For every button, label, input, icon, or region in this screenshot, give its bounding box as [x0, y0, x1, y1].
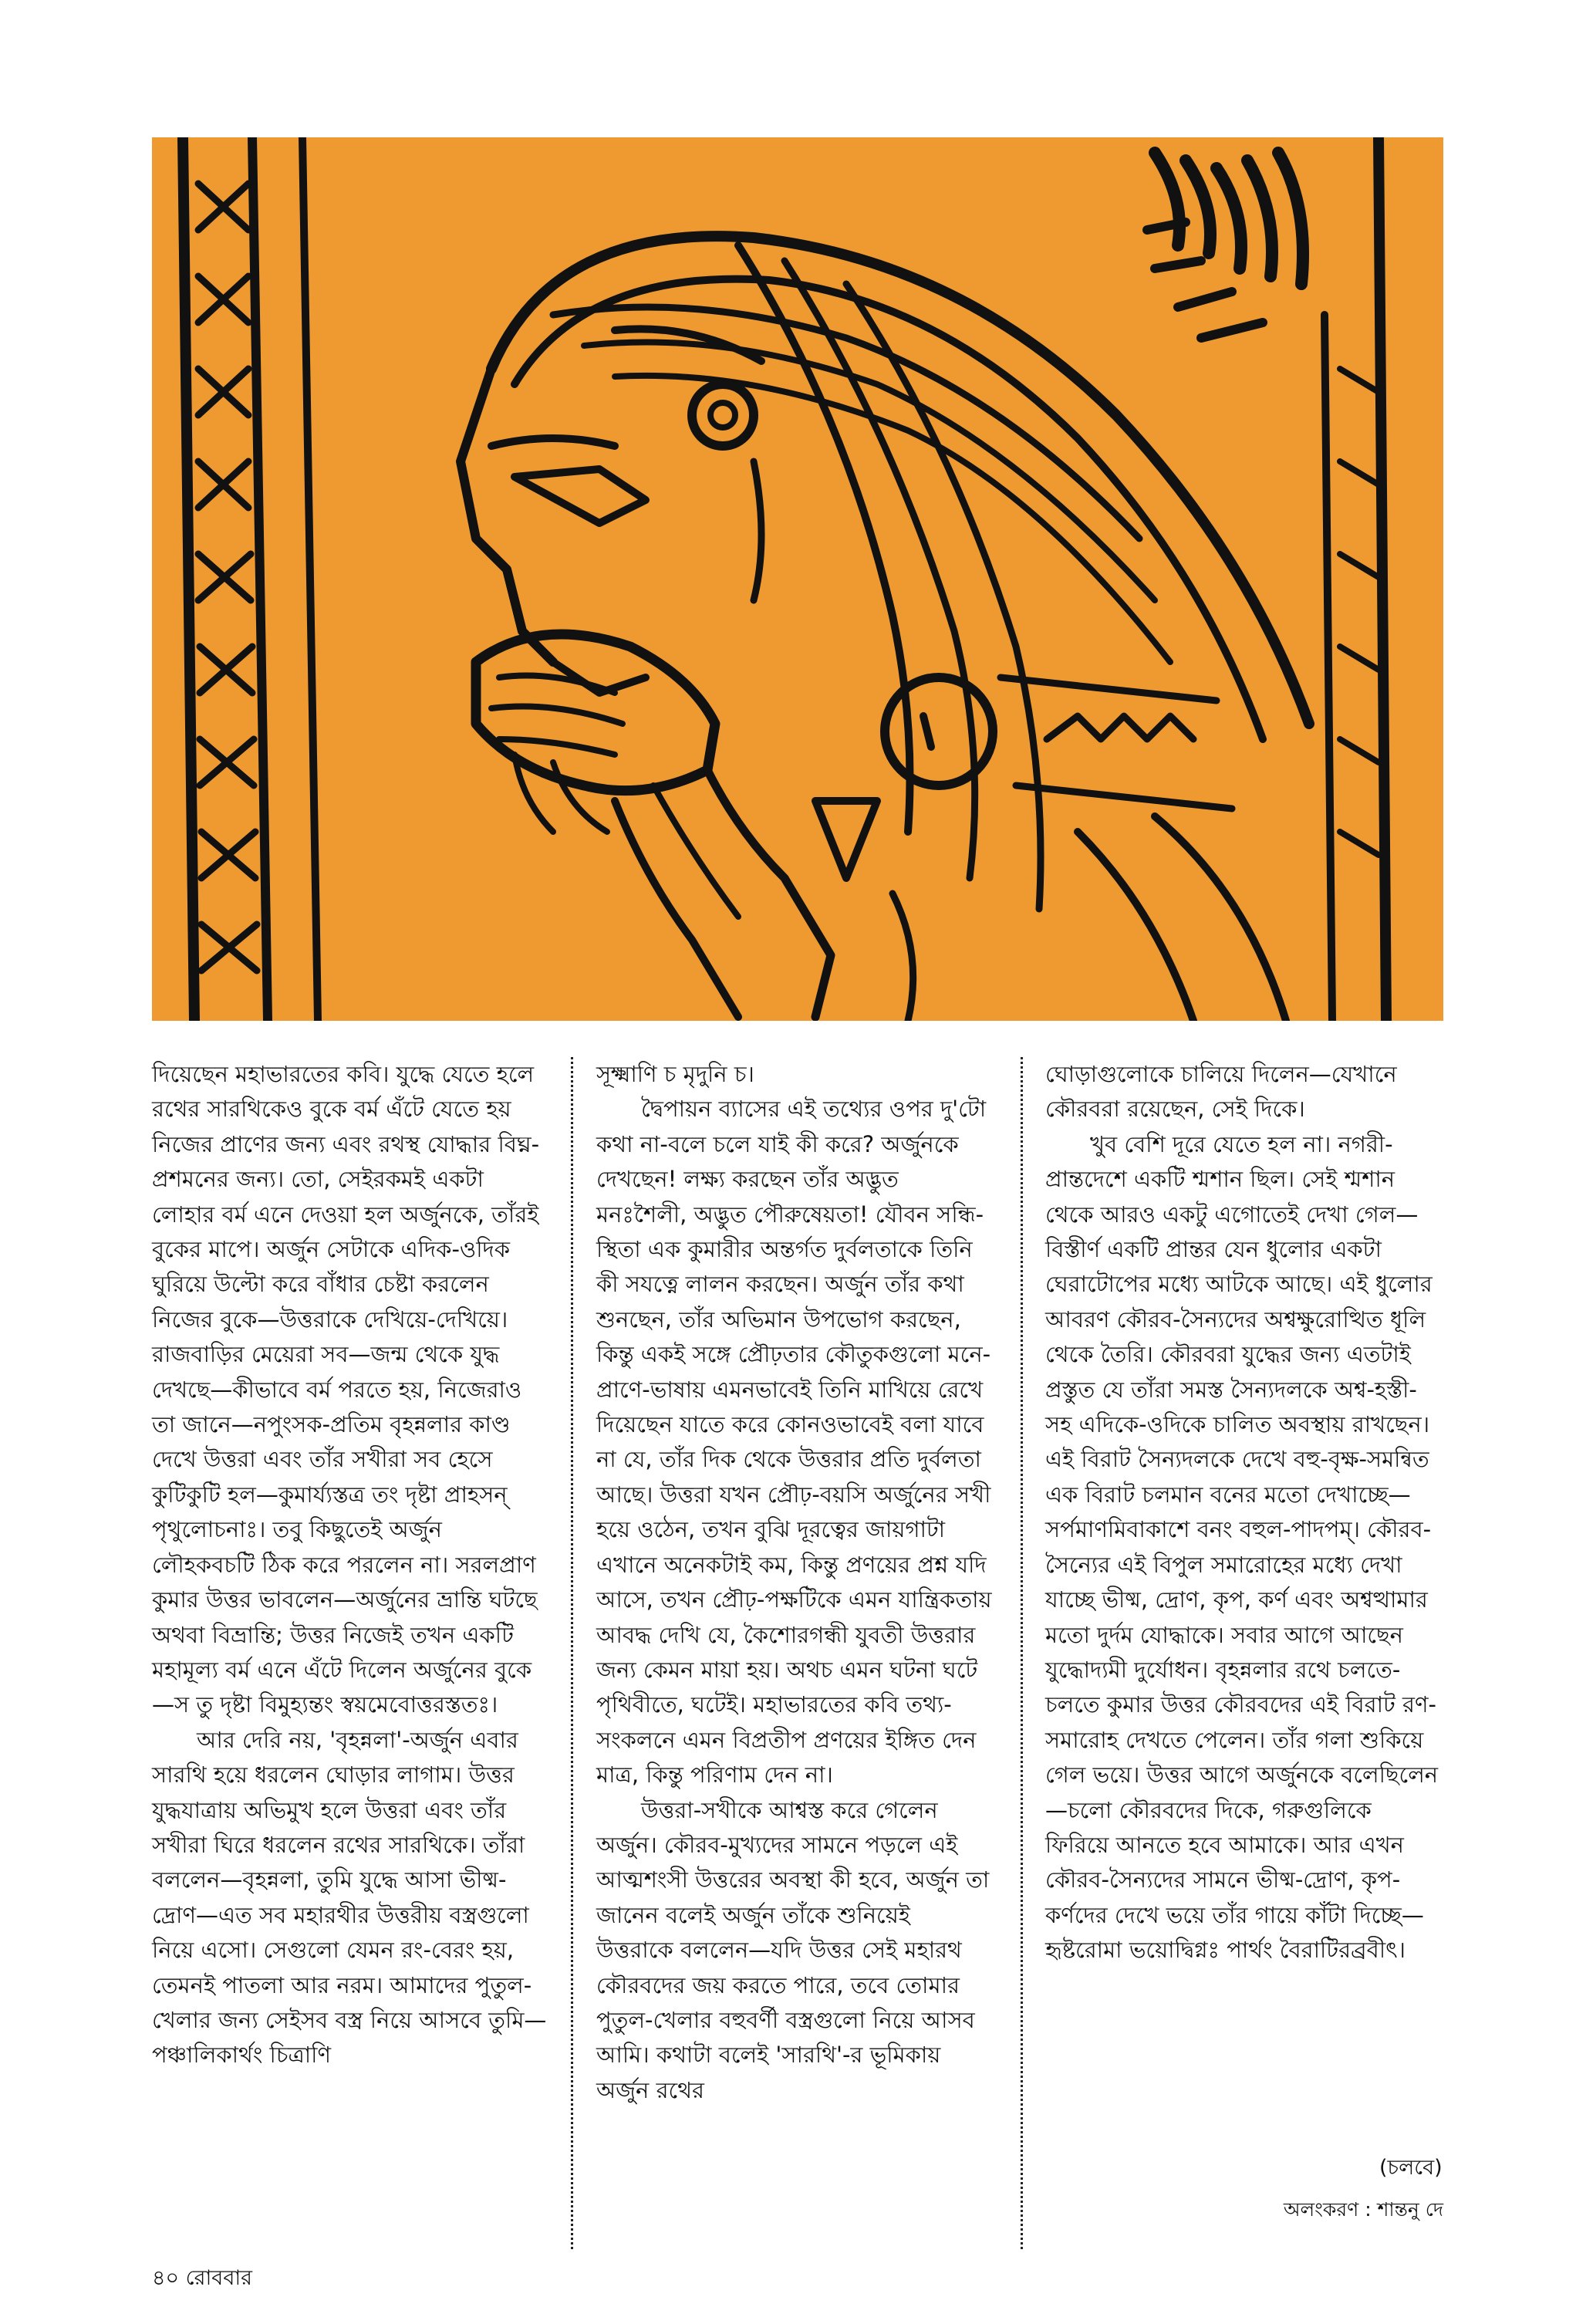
text-column-1	[152, 1057, 548, 2073]
paragraph: দ্বৈপায়ন ব্যাসের এই তথ্যের ওপর দু'টো কথা না-বলে চলে যাই কী করে? অর্জুনকে দেখছেন! লক্ষ্য করছেন তাঁর অদ্ভুত মনঃশৈলী, অদ্ভুত পৌরুষেয়তা! যৌবন সন্ধি-স্থিতা এক কুমারীর অন্তর্গত দুর্বলতাকে তিনি কী সযত্নে লালন করছেন। অর্জুন তাঁর কথা শুনছেন, তাঁর অভিমান উপভোগ করছেন, কিন্তু একই সঙ্গে প্রৌঢ়তার কৌতুকগুলো মনে-প্রাণে-ভাষায় এমনভাবেই তিনি মাখিয়ে রেখে দিয়েছেন যাতে করে কোনওভাবেই বলা যাবে না যে, তাঁর দিক থেকে উত্তরার প্রতি দুর্বলতা আছে। উত্তরা যখন প্রৌঢ়-বয়সি অর্জুনের সখী হয়ে ওঠেন, তখন বুঝি দূরত্বের জায়গাটা এখানে অনেকটাই কম, কিন্তু প্রণয়ের প্রশ্ন যদি আসে, তখন প্রৌঢ়-পক্ষটিকে এমন যান্ত্রিকতায় আবদ্ধ দেখি যে, কৈশোরগন্ধী যুবতী উত্তরার জন্য কেমন মায়া হয়। অথচ এমন ঘটনা ঘটে পৃথিবীতে, ঘটেই। মহাভারতের কবি তথ্য-সংকলনে এমন বিপ্রতীপ প্রণয়ের ইঙ্গিত দেন মাত্র, কিন্তু পরিণাম দেন না।	[596, 1096, 992, 1789]
paragraph: সূক্ষ্মাণি চ মৃদুনি চ।	[596, 1061, 754, 1087]
text-column-2	[596, 1057, 993, 2108]
illustration-credit: অলংকরণ : শান্তনু দে	[1283, 2198, 1443, 2221]
paragraph: ঘোড়াগুলোকে চালিয়ে দিলেন—যেখানে কৌরবরা রয়েছেন, সেই দিকে।	[1045, 1061, 1397, 1123]
text-column-3	[1045, 1057, 1442, 1968]
paragraph: উত্তরা-সখীকে আশ্বস্ত করে গেলেন অর্জুন। কৌরব-মুখ্যদের সামনে পড়লে এই আত্মশংসী উত্তরের অবস্থা কী হবে, অর্জুন তা জানেন বলেই অর্জুন তাঁকে শুনিয়েই উত্তরাকে বললেন—যদি উত্তর সেই মহারথ কৌরবদের জয় করতে পারে, তবে তোমার পুতুল-খেলার বহুবর্ণী বস্ত্রগুলো নিয়ে আসব আমি। কথাটা বলেই 'সারথি'-র ভূমিকায় অর্জুন রথের	[596, 1796, 990, 2103]
paragraph: আর দেরি নয়, 'বৃহন্নলা'-অর্জুন এবার সারথি হয়ে ধরলেন ঘোড়ার লাগাম। উত্তর যুদ্ধযাত্রায় অভিমুখ হলে উত্তরা এবং তাঁর সখীরা ঘিরে ধরলেন রথের সারথিকে। তাঁরা বললেন—বৃহন্নলা, তুমি যুদ্ধে আসা ভীষ্ম-দ্রোণ—এত সব মহারথীর উত্তরীয় বস্ত্রগুলো নিয়ে এসো। সেগুলো যেমন রং-বেরং হয়, তেমনই পাতলা আর নরম। আমাদের পুতুল-খেলার জন্য সেইসব বস্ত্র নিয়ে আসবে তুমি—পঞ্চালিকার্থং চিত্রাণি	[152, 1726, 547, 2069]
page-footer: ৪০ রোববার	[152, 2266, 253, 2290]
illustration-artwork	[152, 137, 1443, 1021]
column-divider	[1021, 1057, 1023, 2249]
paragraph: খুব বেশি দূরে যেতে হল না। নগরী-প্রান্তদেশে একটি শ্মশান ছিল। সেই শ্মশান থেকে আরও একটু এগোতেই দেখা গেল—বিস্তীর্ণ একটি প্রান্তর যেন ধুলোর একটা ঘেরাটোপের মধ্যে আটকে আছে। এই ধুলোর আবরণ কৌরব-সৈন্যদের অশ্বক্ষুরোত্থিত ধূলি থেকে তৈরি। কৌরবরা যুদ্ধের জন্য এতটাই প্রস্তুত যে তাঁরা সমস্ত সৈন্যদলকে অশ্ব-হস্তী-সহ এদিকে-ওদিকে চালিত অবস্থায় রাখছেন। এই বিরাট সৈন্যদলকে দেখে বহু-বৃক্ষ-সমন্বিত এক বিরাট চলমান বনের মতো দেখাচ্ছে—সর্পমাণমিবাকাশে বনং বহুল-পাদপম্। কৌরব-সৈন্যের এই বিপুল সমারোহের মধ্যে দেখা যাচ্ছে ভীষ্ম, দ্রোণ, কৃপ, কর্ণ এবং অশ্বত্থামার মতো দুর্দম যোদ্ধাকে। সবার আগে আছেন যুদ্ধোদ্যমী দুর্যোধন। বৃহন্নলার রথে চলতে-চলতে কুমার উত্তর কৌরবদের এই বিরাট রণ-সমারোহ দেখতে পেলেন। তাঁর গলা শুকিয়ে গেল ভয়ে। উত্তর আগে অর্জুনকে বলেছিলেন—চলো কৌরবদের দিকে, গরুগুলিকে ফিরিয়ে আনতে হবে আমাকে। আর এখন কৌরব-সৈন্যদের সামনে ভীষ্ম-দ্রোণ, কৃপ-কর্ণদের দেখে ভয়ে তাঁর গায়ে কাঁটা দিচ্ছে—হৃষ্টরোমা ভয়োদ্বিগ্নঃ পার্থং বৈরাটিরব্রবীৎ।	[1045, 1130, 1439, 1964]
column-divider	[571, 1057, 573, 2249]
continued-note: (চলবে)	[1379, 2156, 1443, 2180]
paragraph: দিয়েছেন মহাভারতের কবি। যুদ্ধে যেতে হলে রথের সারথিকেও বুকে বর্ম এঁটে যেতে হয় নিজের প্রাণের জন্য এবং রথস্থ যোদ্ধার বিঘ্ন-প্রশমনের জন্য। তো, সেইরকমই একটা লোহার বর্ম এনে দেওয়া হল অর্জুনকে, তাঁরই বুকের মাপে। অর্জুন সেটাকে এদিক-ওদিক ঘুরিয়ে উল্টো করে বাঁধার চেষ্টা করলেন নিজের বুকে—উত্তরাকে দেখিয়ে-দেখিয়ে। রাজবাড়ির মেয়েরা সব—জন্ম থেকে যুদ্ধ দেখছে—কীভাবে বর্ম পরতে হয়, নিজেরাও তা জানে—নপুংসক-প্রতিম বৃহন্নলার কাণ্ড দেখে উত্তরা এবং তাঁর সখীরা সব হেসে কুটিকুটি হল—কুমার্য্যস্তত্র তং দৃষ্টা প্রাহসন্ পৃথুলোচনাঃ। তবু কিছুতেই অর্জুন লৌহকবচটি ঠিক করে পরলেন না। সরলপ্রাণ কুমার উত্তর ভাবলেন—অর্জুনের ভ্রান্তি ঘটছে অথবা বিভ্রান্তি; উত্তর নিজেই তখন একটি মহামূল্য বর্ম এনে এঁটে দিলেন অর্জুনের বুকে—স তু দৃষ্টা বিমুহ্যন্তং স্বয়মেবোত্তরস্ততঃ।	[152, 1061, 540, 1718]
illustration-woman-icon	[152, 137, 1443, 1021]
